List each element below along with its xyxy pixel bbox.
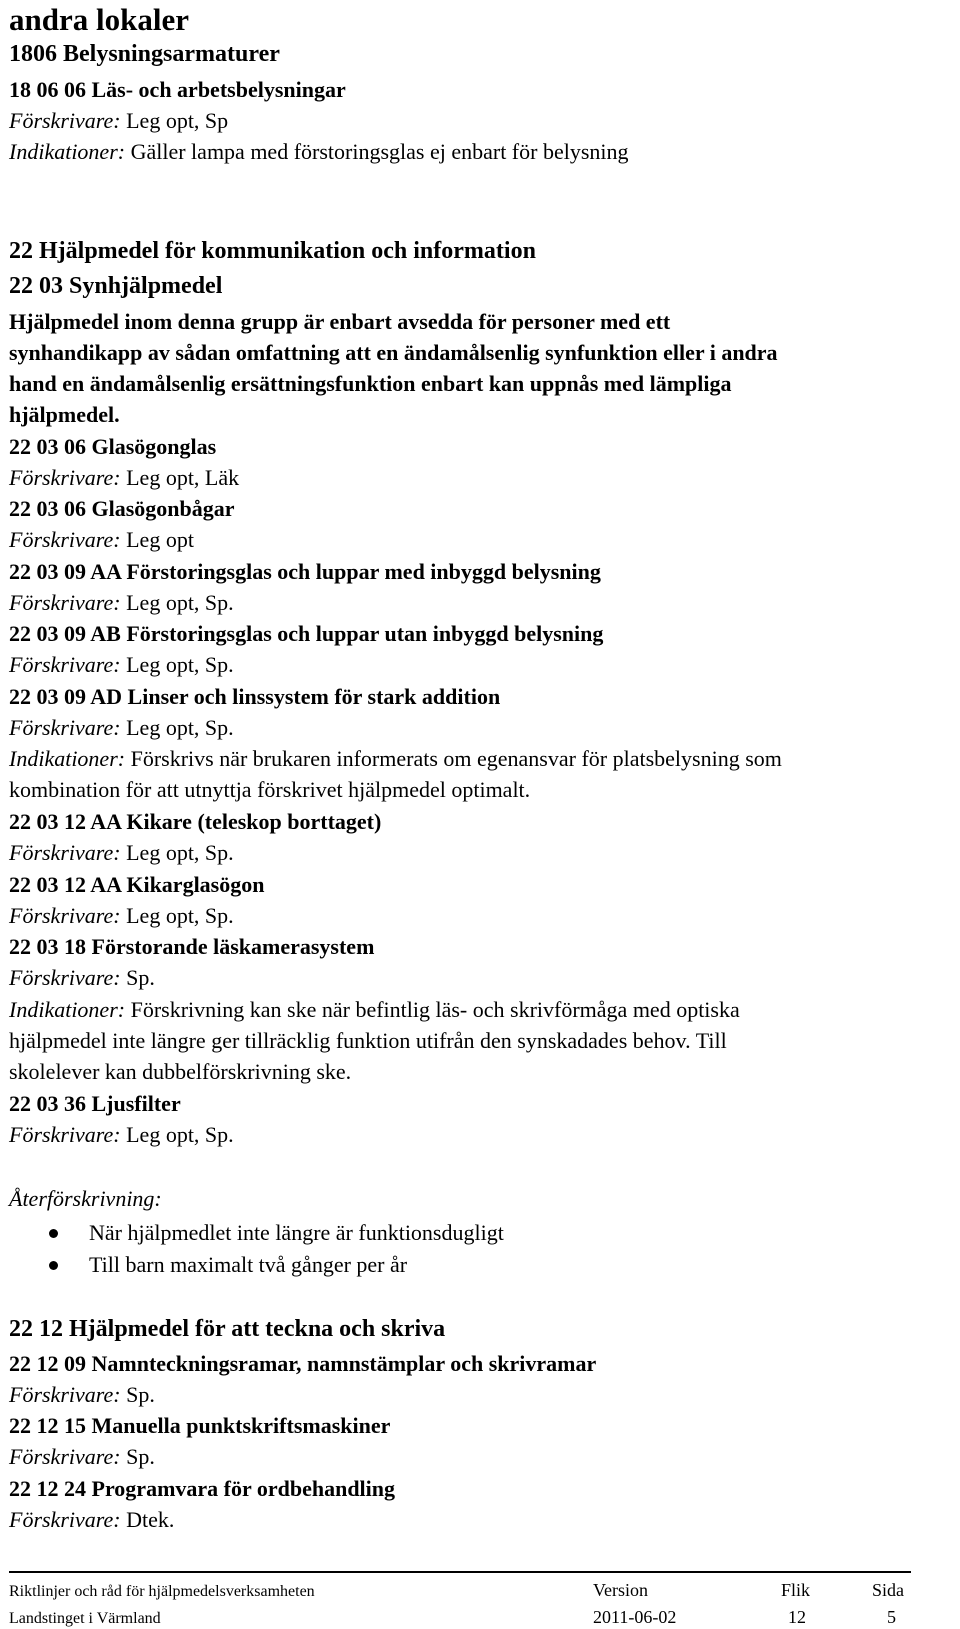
list-item: [9, 1254, 909, 1278]
text-line: [9, 1415, 390, 1437]
field-value: Leg opt, Läk: [126, 465, 240, 490]
line-text: 22 03 12 AA Kikarglasögon: [9, 872, 265, 897]
field-label: Förskrivare:: [9, 1122, 121, 1147]
field-line: [9, 1124, 234, 1146]
line-text: hjälpmedel.: [9, 402, 120, 427]
line-text: synhandikapp av sådan omfattning att en ändamålsenlig synfunktion eller i andra: [9, 340, 778, 365]
field-value: Leg opt, Sp: [126, 108, 229, 133]
field-line: [9, 717, 234, 739]
field-label: Förskrivare:: [9, 1382, 121, 1407]
line-text: hjälpmedel inte längre ger tillräcklig funktion utifrån den synskadades behov. Till: [9, 1028, 727, 1053]
section-heading: [9, 239, 536, 263]
text-line: [9, 498, 235, 520]
field-label: Förskrivare:: [9, 590, 121, 615]
text-line: [9, 686, 500, 708]
line-text: 22 Hjälpmedel för kommunikation och information: [9, 238, 536, 264]
field-label: Förskrivare:: [9, 527, 121, 552]
text-line: [9, 811, 381, 833]
text-line: [9, 623, 603, 645]
list-item-text: Till barn maximalt två gånger per år: [89, 1252, 408, 1277]
field-label: Förskrivare:: [9, 903, 121, 928]
field-line: [9, 905, 234, 927]
field-label: Förskrivare:: [9, 652, 121, 677]
section-heading: [9, 42, 280, 66]
text-line: [9, 1030, 727, 1052]
text-line: [9, 779, 530, 801]
field-value: Sp.: [126, 1382, 155, 1407]
field-value: Leg opt, Sp.: [126, 715, 234, 740]
line-text: 22 12 Hjälpmedel för att teckna och skriva: [9, 1316, 446, 1342]
text-line: [9, 1478, 395, 1500]
line-text: andra lokaler: [9, 2, 189, 37]
field-label: Förskrivare:: [9, 108, 121, 133]
text-line: [9, 1093, 181, 1115]
field-line: [9, 748, 782, 770]
line-text: 22 03 12 AA Kikare (teleskop borttaget): [9, 809, 382, 834]
section-heading: [9, 4, 189, 35]
field-line: [9, 141, 629, 163]
section-heading: [9, 274, 222, 298]
footer-org-title: Riktlinjer och råd för hjälpmedelsverksamheten: [9, 1583, 315, 1600]
bullet-icon: [49, 1261, 58, 1270]
text-line: [9, 79, 346, 101]
field-value: Leg opt: [126, 527, 194, 552]
text-line: [9, 1353, 596, 1375]
bullet-icon: [49, 1229, 58, 1238]
field-label: Förskrivare:: [9, 715, 121, 740]
footer-sida-value: 5: [887, 1607, 896, 1627]
field-label: Indikationer:: [9, 139, 126, 164]
field-line: [9, 967, 155, 989]
list-item-text: När hjälpmedlet inte längre är funktionsdugligt: [89, 1220, 504, 1245]
field-value: Förskrivning kan ske när befintlig läs- och skrivförmåga med optiska: [130, 997, 740, 1022]
line-text: 22 03 06 Glasögonbågar: [9, 496, 235, 521]
footer-org-name: Landstinget i Värmland: [9, 1610, 161, 1627]
field-label: Förskrivare:: [9, 840, 121, 865]
footer-rule: [9, 1571, 911, 1573]
field-line: [9, 1509, 174, 1531]
field-label: Förskrivare:: [9, 1444, 121, 1469]
field-label: Förskrivare:: [9, 465, 121, 490]
line-text: 22 03 06 Glasögonglas: [9, 434, 217, 459]
field-value: Leg opt, Sp.: [126, 840, 234, 865]
field-value: Sp.: [126, 1444, 155, 1469]
line-text: 22 12 15 Manuella punktskriftsmaskiner: [9, 1413, 391, 1438]
field-line: [9, 529, 194, 551]
section-heading: [9, 1317, 445, 1341]
footer-flik-label: Flik: [781, 1580, 811, 1600]
field-value: Leg opt, Sp.: [126, 590, 234, 615]
footer-version-value: 2011-06-02: [593, 1607, 677, 1627]
field-line: [9, 467, 239, 489]
line-text: 22 03 Synhjälpmedel: [9, 273, 223, 299]
field-line: [9, 1446, 155, 1468]
field-label: Återförskrivning:: [9, 1186, 162, 1211]
line-text: kombination för att utnyttja förskrivet hjälpmedel optimalt.: [9, 777, 531, 802]
line-text: hand en ändamålsenlig ersättningsfunktion enbart kan uppnås med lämpliga: [9, 371, 732, 396]
field-line: [9, 842, 234, 864]
text-line: [9, 311, 670, 333]
field-line: [9, 999, 740, 1021]
field-value: Leg opt, Sp.: [126, 1122, 234, 1147]
text-line: [9, 342, 778, 364]
list-item: [9, 1222, 909, 1246]
line-text: 22 03 09 AA Förstoringsglas och luppar med inbyggd belysning: [9, 559, 601, 584]
text-line: [9, 561, 601, 583]
text-line: [9, 404, 120, 426]
field-value: Dtek.: [126, 1507, 175, 1532]
line-text: 22 03 09 AD Linser och linssystem för stark addition: [9, 684, 501, 709]
footer-sida-label: Sida: [872, 1580, 905, 1600]
field-label: Förskrivare:: [9, 1507, 121, 1532]
text-line: [9, 1061, 351, 1083]
line-text: 22 12 09 Namnteckningsramar, namnstämplar och skrivramar: [9, 1351, 597, 1376]
line-text: 22 12 24 Programvara för ordbehandling: [9, 1476, 396, 1501]
text-line: [9, 874, 264, 896]
field-value: Leg opt, Sp.: [126, 652, 234, 677]
text-line: [9, 936, 374, 958]
field-label: Indikationer:: [9, 746, 126, 771]
line-text: 22 03 09 AB Förstoringsglas och luppar utan inbyggd belysning: [9, 621, 604, 646]
field-line: [9, 1384, 155, 1406]
field-line: [9, 592, 234, 614]
footer-version-label: Version: [593, 1580, 648, 1600]
field-value: Sp.: [126, 965, 155, 990]
line-text: 1806 Belysningsarmaturer: [9, 41, 280, 67]
text-line: [9, 373, 732, 395]
field-line: [9, 110, 228, 132]
field-label: Förskrivare:: [9, 965, 121, 990]
line-text: 18 06 06 Läs- och arbetsbelysningar: [9, 77, 346, 102]
field-value: Gäller lampa med förstoringsglas ej enbart för belysning: [130, 139, 629, 164]
footer-flik-value: 12: [788, 1607, 806, 1627]
field-value: Leg opt, Sp.: [126, 903, 234, 928]
text-line: [9, 436, 216, 458]
field-line: [9, 654, 234, 676]
field-line: [9, 1188, 162, 1210]
line-text: 22 03 18 Förstorande läskamerasystem: [9, 934, 375, 959]
line-text: Hjälpmedel inom denna grupp är enbart avsedda för personer med ett: [9, 309, 671, 334]
line-text: skolelever kan dubbelförskrivning ske.: [9, 1059, 352, 1084]
field-label: Indikationer:: [9, 997, 126, 1022]
line-text: 22 03 36 Ljusfilter: [9, 1091, 181, 1116]
field-value: Förskrivs när brukaren informerats om egenansvar för platsbelysning som: [130, 746, 782, 771]
